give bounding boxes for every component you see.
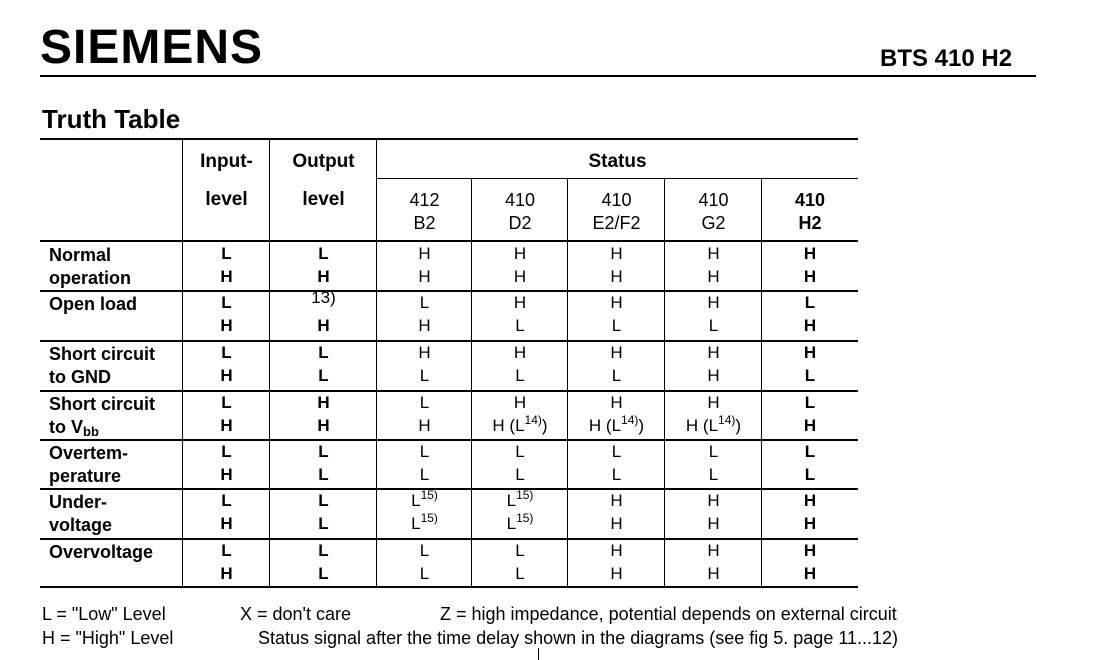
status-value-text: L [708, 316, 719, 335]
row-label: Short circuit [49, 394, 156, 414]
row-divider [40, 340, 858, 342]
footnote-ref: 13) [311, 288, 336, 307]
status-value [472, 293, 568, 313]
status-value-text: H [707, 293, 720, 312]
status-value [568, 366, 665, 386]
output-level-value: L [318, 541, 329, 560]
status-value [762, 564, 858, 584]
row-label: Overvoltage [49, 542, 154, 562]
status-value-text: H [707, 393, 720, 412]
row-label-text: to V [49, 417, 83, 437]
status-value-text: L [611, 442, 622, 461]
status-value [568, 293, 665, 313]
status-value [665, 244, 762, 264]
status-value-tail: ) [735, 416, 742, 435]
status-value [377, 541, 472, 561]
row-label-line2 [49, 267, 131, 289]
input-level-value: L [221, 293, 232, 312]
row-divider [40, 538, 858, 540]
status-value [568, 465, 665, 485]
row-label-text: to GND [49, 367, 111, 387]
status-value-text: H [803, 267, 817, 286]
status-value-text: H [803, 244, 817, 263]
status-value-text: H [610, 244, 623, 263]
status-value-text: L [515, 465, 525, 484]
status-value [762, 267, 858, 287]
status-value [762, 465, 858, 485]
status-value [568, 316, 665, 336]
status-variant-suffix: G2 [701, 213, 726, 233]
status-value [377, 366, 472, 386]
table-bottom-rule [40, 586, 858, 588]
status-value-text: H [803, 491, 817, 510]
input-level-value: L [221, 541, 232, 560]
status-value [665, 541, 762, 561]
status-value-text: H [418, 343, 431, 362]
row-label-subscript: bb [83, 424, 99, 439]
status-value-text: L [515, 366, 525, 385]
status-value-text: H [610, 393, 623, 412]
row-label: Normal [49, 245, 112, 265]
status-value-text: L [708, 442, 719, 461]
status-value [665, 293, 762, 313]
status-value-text: L [611, 366, 622, 385]
footnote-ref: 14) [621, 413, 639, 427]
legend-low: L = "Low" Level [42, 604, 166, 624]
status-value [762, 393, 858, 413]
row-label: Open load [49, 294, 138, 314]
status-value-text: H (L [685, 416, 719, 435]
row-label-text: perature [49, 466, 122, 486]
status-value [472, 244, 568, 264]
status-value [762, 366, 858, 386]
row-label-text: voltage [49, 515, 113, 535]
row-label-line2 [49, 366, 111, 388]
header-output-level-2: level [302, 189, 345, 210]
status-value [762, 442, 858, 462]
status-value [377, 488, 472, 511]
status-value-text: L [804, 366, 816, 385]
status-value [377, 442, 472, 462]
status-value [568, 514, 665, 534]
status-value [377, 564, 472, 584]
status-value-text: H [513, 267, 527, 286]
status-value-text: L [419, 465, 430, 484]
status-value-text: H [707, 343, 720, 362]
status-value-text: L [419, 393, 430, 412]
status-value-text: L [708, 465, 719, 484]
status-value [665, 465, 762, 485]
status-value-text: H [707, 267, 720, 286]
input-level-value: H [220, 316, 233, 335]
status-value [665, 267, 762, 287]
status-value [472, 343, 568, 363]
status-value [472, 541, 568, 561]
section-title: Truth Table [42, 104, 181, 134]
row-divider [40, 290, 858, 292]
status-value [665, 393, 762, 413]
status-value-text: L [804, 442, 816, 461]
status-value-text: H [513, 244, 527, 263]
status-value [665, 491, 762, 511]
output-level-value: H [317, 316, 330, 335]
status-value-text: L [515, 316, 525, 335]
status-value [762, 514, 858, 534]
status-value [568, 442, 665, 462]
header-rule [40, 75, 1036, 77]
status-value-text: H [610, 491, 623, 510]
input-level-value: H [220, 366, 233, 385]
status-value [377, 393, 472, 413]
status-variant-type: 410 [601, 190, 632, 210]
status-value-text: L [419, 541, 430, 560]
row-label-text: operation [49, 268, 132, 288]
legend-high-impedance: Z = high impedance, potential depends on external circuit [440, 604, 897, 624]
status-value-text: H (L [492, 416, 525, 435]
header-input-level: Input- [200, 151, 253, 172]
input-level-value: H [220, 267, 233, 286]
status-value-text: H [803, 564, 817, 583]
legend-status-note: Status signal after the time delay shown in the diagrams (see fig 5. page 11...12) [258, 628, 899, 648]
status-value [762, 416, 858, 436]
status-value-text: L [411, 491, 421, 510]
output-level-value: L [318, 244, 329, 263]
status-value [472, 413, 568, 436]
status-value-text: H [610, 541, 623, 560]
status-value [762, 293, 858, 313]
output-level-value: H [317, 267, 330, 286]
status-value-text: H [610, 564, 623, 583]
status-value-text: L [506, 514, 517, 533]
status-value [568, 541, 665, 561]
input-level-value: L [221, 244, 232, 263]
status-value-text: L [515, 442, 525, 461]
output-level-value: L [318, 514, 329, 533]
output-level-value: L [318, 366, 329, 385]
status-value-text: H [707, 514, 720, 533]
footnote-ref: 14) [524, 413, 542, 427]
status-value-tail: ) [541, 416, 548, 435]
status-value [377, 343, 472, 363]
footnote-ref: 15) [420, 511, 438, 525]
status-value-text: H [418, 267, 431, 286]
status-value [377, 267, 472, 287]
status-value [377, 416, 472, 436]
status-value [665, 442, 762, 462]
status-value-text: L [611, 316, 622, 335]
status-value-text: H [610, 343, 623, 362]
status-value [377, 293, 472, 313]
status-value-text: H [803, 343, 817, 362]
output-level-value: L [318, 564, 329, 583]
status-value [762, 244, 858, 264]
status-value [762, 343, 858, 363]
status-value-text: H [803, 416, 817, 435]
status-value [665, 564, 762, 584]
status-value [377, 316, 472, 336]
status-variant-suffix: D2 [508, 213, 532, 233]
status-value-text: H [707, 491, 720, 510]
input-level-value: L [221, 442, 232, 461]
row-divider [40, 488, 858, 490]
status-value [665, 316, 762, 336]
footnote-ref: 15) [420, 488, 438, 502]
status-value-text: H [707, 541, 720, 560]
status-variant-suffix: E2/F2 [592, 213, 641, 233]
status-value-text: L [419, 442, 430, 461]
status-value [377, 244, 472, 264]
status-value-text: L [506, 491, 517, 510]
status-variant-type: 410 [504, 190, 536, 210]
header-output-level: Output [292, 151, 355, 172]
status-variant-type: 410 [698, 190, 729, 210]
output-level-value: L [318, 465, 329, 484]
status-value-text: L [804, 393, 816, 412]
page-mark [538, 648, 539, 660]
legend-dont-care: X = don't care [240, 604, 352, 624]
status-variant-suffix: H2 [798, 213, 822, 233]
status-value-text: L [515, 541, 525, 560]
row-label: Overtem- [49, 443, 129, 463]
status-value-text: L [804, 465, 816, 484]
legend-high: H = "High" Level [42, 628, 174, 648]
status-value [472, 488, 568, 511]
siemens-logo: SIEMENS [40, 21, 264, 74]
row-label-line2 [49, 514, 112, 536]
status-value [762, 491, 858, 511]
status-value-text: H [513, 393, 527, 412]
row-label: Short circuit [49, 344, 156, 364]
row-label-line2 [49, 465, 121, 487]
status-variant-type: 412 [409, 190, 440, 210]
input-level-value: L [221, 491, 232, 510]
footnote-ref: 14) [718, 413, 736, 427]
row-label: Under- [49, 492, 107, 512]
input-level-value: L [221, 393, 232, 412]
status-variant-suffix: B2 [413, 213, 436, 233]
status-value-text: H [610, 293, 623, 312]
status-value-text: H [418, 244, 431, 263]
header-input-level-2: level [205, 189, 248, 210]
output-level-value: H [317, 393, 330, 412]
status-value [568, 413, 665, 436]
status-value [472, 366, 568, 386]
status-value-text: H [803, 514, 817, 533]
row-label-line2 [49, 416, 99, 438]
row-divider [40, 439, 858, 441]
status-value [568, 244, 665, 264]
status-value [472, 442, 568, 462]
status-value-text: H [707, 564, 720, 583]
output-level-value: H [317, 416, 330, 435]
input-level-value: H [220, 465, 233, 484]
status-value [568, 564, 665, 584]
status-value-text: H [610, 267, 623, 286]
status-value-text: L [411, 514, 421, 533]
status-value [665, 343, 762, 363]
status-value-text: L [804, 293, 816, 312]
status-value-text: L [419, 366, 430, 385]
status-value [472, 465, 568, 485]
status-value [472, 267, 568, 287]
product-model: BTS 410 H2 [880, 45, 1013, 72]
status-value-text: H [610, 514, 623, 533]
status-value-tail: ) [638, 416, 645, 435]
status-value-text: H [707, 366, 720, 385]
status-value [665, 413, 762, 436]
status-value-text: H [418, 416, 431, 435]
table-top-rule [40, 138, 858, 140]
status-value [762, 316, 858, 336]
status-value [568, 393, 665, 413]
output-level-value: L [318, 343, 329, 362]
input-level-value: L [221, 343, 232, 362]
status-header-rule [377, 178, 858, 179]
status-value-text: L [611, 465, 622, 484]
status-value-text: H [418, 316, 431, 335]
status-value [568, 491, 665, 511]
status-value [377, 465, 472, 485]
header-status: Status [588, 151, 647, 172]
status-value-text: L [515, 564, 525, 583]
output-level-value: L [318, 491, 329, 510]
status-value-text: H (L [588, 416, 622, 435]
input-level-value: H [220, 416, 233, 435]
status-value [472, 316, 568, 336]
status-value-text: H [707, 244, 720, 263]
status-value [762, 541, 858, 561]
status-value-text: H [803, 316, 817, 335]
status-value [472, 393, 568, 413]
status-value [472, 564, 568, 584]
status-value-text: H [803, 541, 817, 560]
status-value-text: L [419, 293, 430, 312]
status-value [568, 343, 665, 363]
header-bottom-rule [40, 240, 858, 242]
footnote-ref: 15) [516, 488, 534, 502]
footnote-ref: 15) [516, 511, 534, 525]
input-level-value: H [220, 564, 233, 583]
status-value-text: L [419, 564, 430, 583]
status-value-text: H [513, 343, 527, 362]
input-level-value: H [220, 514, 233, 533]
status-value [377, 511, 472, 534]
status-value [568, 267, 665, 287]
status-variant-type: 410 [794, 190, 826, 210]
status-value [472, 511, 568, 534]
row-divider [40, 390, 858, 392]
status-value-text: H [513, 293, 527, 312]
output-level-value: L [318, 442, 329, 461]
status-value [665, 366, 762, 386]
status-value [665, 514, 762, 534]
